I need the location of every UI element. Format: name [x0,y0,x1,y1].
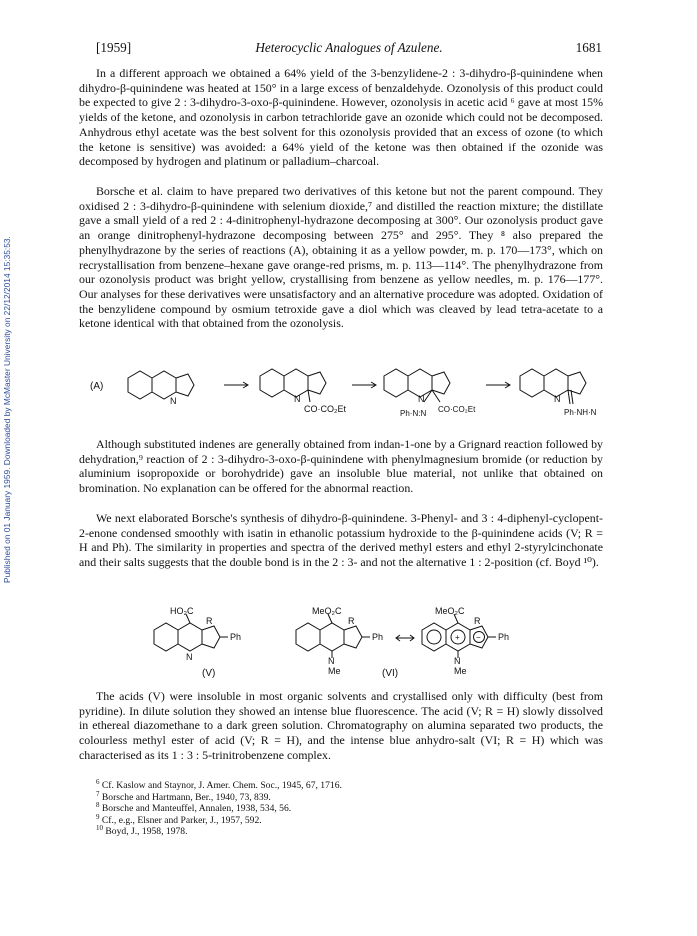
methyl-label: Me [454,666,467,676]
structures-v-vi [150,602,550,682]
acid-v-structure [154,614,228,651]
ester-label: MeO₂C [312,606,342,616]
footnote: $^{10}$ Boyd, J., 1958, 1978. [96,824,188,838]
nitrogen-label: N [328,656,335,666]
paragraph-acids: The acids (V) were insoluble in most organic solvents and crystallised only with difficulty (best from pyridine). In dilute solution they showed an intense blue fluorescence. The acid (V; R = H) slowly dissolved in ethereal diazomethane to a dark green solution. Chromatography on alumina separated two products, the colourless methyl ester of acid (V; R = H), and the intense blue anhydro-salt (VI; R = H) which was characterised as its 1 : 3 : 5-trinitrobenzene complex. [79,689,603,762]
ketoester-structure [260,369,326,402]
hydrazone-substituent: Ph·NH·N [564,408,597,417]
nitrogen-label: N [418,394,425,404]
footnote: $^7$ Borsche and Hartmann, Ber., 1940, 73, 839. [96,789,271,803]
carboxyl-label: HO₂C [170,606,194,616]
phenyl-label: Ph [230,632,242,642]
methyl-label: Me [328,666,341,676]
azo-substituent: Ph·N:N [400,409,427,418]
nitrogen-label: N [554,394,561,404]
download-watermark: Published on 01 January 1959. Downloaded by McMaster University on 22/12/2014 15:35:53. [2,236,12,584]
compound-vi-label: (VI) [382,668,399,679]
nitrogen-label: N [294,394,301,404]
paragraph-synthesis: We next elaborated Borsche's synthesis of dihydro-β-quinindene. 3-Phenyl- and 3 : 4-diphenyl-cyclopent-2-enone condensed smoothly with isatin in ethanolic potassium hydroxide to the β-quinindene acids (V; R = H and Ph). The similarity in properties and spectra of the derived methyl esters and ethyl 2-styrylcinchonate and their salts suggests that the double bond is in the 2 : 3- and not the alternative 1 : 2-position (cf. Boyd ¹⁰). [79,511,603,570]
paragraph-grignard: Although substituted indenes are generally obtained from indan-1-one by a Grignard reaction followed by dehydration,⁹ reaction of 2 : 3-dihydro-3-oxo-β-quinindene with phenylmagnesium bromide (or reduction by aluminium isopropoxide or borohydride) gave an insoluble blue material, not unlike that obtained on bromination. No explanation can be offered for the abnormal reaction. [79,437,603,496]
paragraph-ozonolysis: In a different approach we obtained a 64% yield of the 3-benzylidene-2 : 3-dihydro-β-quinindene when dihydro-β-quinindene was heated at 150° in a large excess of benzaldehyde. Ozonolysis of this product could be expected to give 2 : 3-dihydro-3-oxo-β-quinindene. However, ozonolysis in acetic acid ⁶ gave at most 15% yields of the ketone, and ozonolysis in carbon tetrachloride gave an ozonide which could not be decomposed. Anhydrous ethyl acetate was the best solvent for this ozonolysis provided that an excess of ozone (to which the ketone is sensitive) was avoided: a 64% yield of the ketone was then obtained if the ozonide was decomposed by hydrogen and platinum or palladium–charcoal. [79,66,603,169]
running-title: Heterocyclic Analogues of Azulene. [255,40,443,55]
ester-vi-structure [296,614,370,658]
quinindene-structure [128,371,194,399]
paragraph-borsche-derivatives: Borsche et al. claim to have prepared two derivatives of this ketone but not the parent compound. They oxidised 2 : 3-dihydro-β-quinindene with selenium dioxide,⁷ and distilled the reaction mixture; the distillate gave a small yield of a red 2 : 4-dinitrophenyl-hydrazone decomposing at 300°. Our ozonolysis product gave an orange dinitrophenyl-hydrazone decomposing between 275° and 295°. They ⁸ also prepared the phenylhydrazone by the series of reactions (A), obtaining it as a yellow powder, m. p. 170—173°, which on recrystallisation from benzene–hexane gave orange-red prisms, m. p. 113—114°. The phenylhydrazone from our ozonolysis product was bright yellow, crystallising from benzene as yellow needles, m. p. 176—177°. Our analyses for these derivatives were unsatisfactory and an alternative procedure was adopted. Oxidation of the benzylidene compound by osmium tetroxide gave a diol which was cleaved by lead tetra-acetate to a ketone identical with that obtained from the ozonolysis. [79,184,603,331]
journal-year: [1959] [96,40,132,55]
ester-label: MeO₂C [435,606,465,616]
nitrogen-label: N [170,396,177,406]
scheme-label: (A) [90,381,104,392]
footnotes [96,777,596,838]
phenylhydrazone-structure [520,369,586,404]
negative-charge: − [476,633,481,642]
phenyl-label: Ph [372,632,384,642]
footnote: $^8$ Borsche and Manteuffel, Annalen, 1938, 534, 56. [96,801,292,815]
page-number: 1681 [575,40,602,55]
reaction-scheme-a [88,360,608,428]
azo-ester-structure [384,369,450,402]
ketoester-substituent: CO·CO₂Et [304,404,346,414]
r-group-label: R [348,616,355,626]
r-group-label: R [474,616,481,626]
footnote: $^6$ Cf. Kaslow and Staynor, J. Amer. Chem. Soc., 1945, 67, 1716. [96,777,342,791]
phenyl-label: Ph [498,632,510,642]
r-group-label: R [206,616,213,626]
compound-v-label: (V) [202,668,216,679]
positive-charge: + [455,633,460,642]
nitrogen-label: N [454,656,461,666]
footnote: $^9$ Cf., e.g., Elsner and Parker, J., 1957, 592. [96,812,262,826]
running-header [96,40,602,58]
ester-substituent: CO·CO₂Et [438,405,476,414]
nitrogen-label: N [186,652,193,662]
